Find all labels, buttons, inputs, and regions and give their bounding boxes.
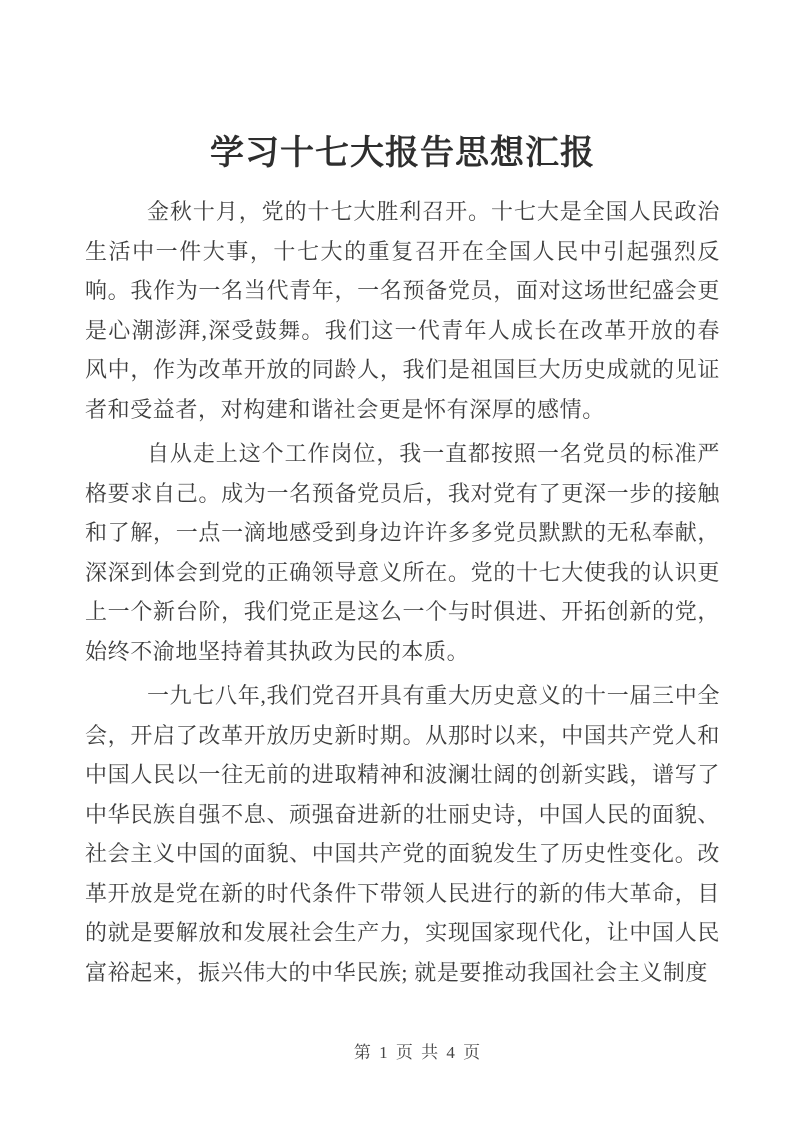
document-title: 学习十七大报告思想汇报 xyxy=(210,135,595,172)
paragraph-1: 金秋十月，党的十七大胜利召开。十七大是全国人民政治生活中一件大事，十七大的重复召开在全国人民中引起强烈反响。我作为一名当代青年，一名预备党员，面对这场世纪盛会更是心潮澎湃,深受鼓舞。我们这一代青年人成长在改革开放的春风中，作为改革开放的同龄人，我们是祖国巨大历史成就的见证者和受益者，对构建和谐社会更是怀有深厚的感情。 xyxy=(85,199,720,422)
paragraph-2: 自从走上这个工作岗位，我一直都按照一名党员的标准严格要求自己。成为一名预备党员后，我对党有了更深一步的接触和了解，一点一滴地感受到身边许许多多党员默默的无私奉献，深深到体会到党的正确领导意义所在。党的十七大使我的认识更上一个新台阶，我们党正是这么一个与时俱进、开拓创新的党，始终不渝地坚持着其执政为民的本质。 xyxy=(85,441,720,664)
page-number-footer: 第 1 页 共 4 页 xyxy=(353,1043,483,1062)
document-body xyxy=(85,192,720,992)
paragraph-3: 一九七八年,我们党召开具有重大历史意义的十一届三中全会，开启了改革开放历史新时期。从那时以来，中国共产党人和中国人民以一往无前的进取精神和波澜壮阔的创新实践，谱写了中华民族自强不息、顽强奋进新的壮丽史诗，中国人民的面貌、社会主义中国的面貌、中国共产党的面貌发生了历史性变化。改革开放是党在新的时代条件下带领人民进行的新的伟大革命，目的就是要解放和发展社会生产力，实现国家现代化，让中国人民富裕起来，振兴伟大的中华民族; 就是要推动我国社会主义制度 xyxy=(85,683,720,985)
